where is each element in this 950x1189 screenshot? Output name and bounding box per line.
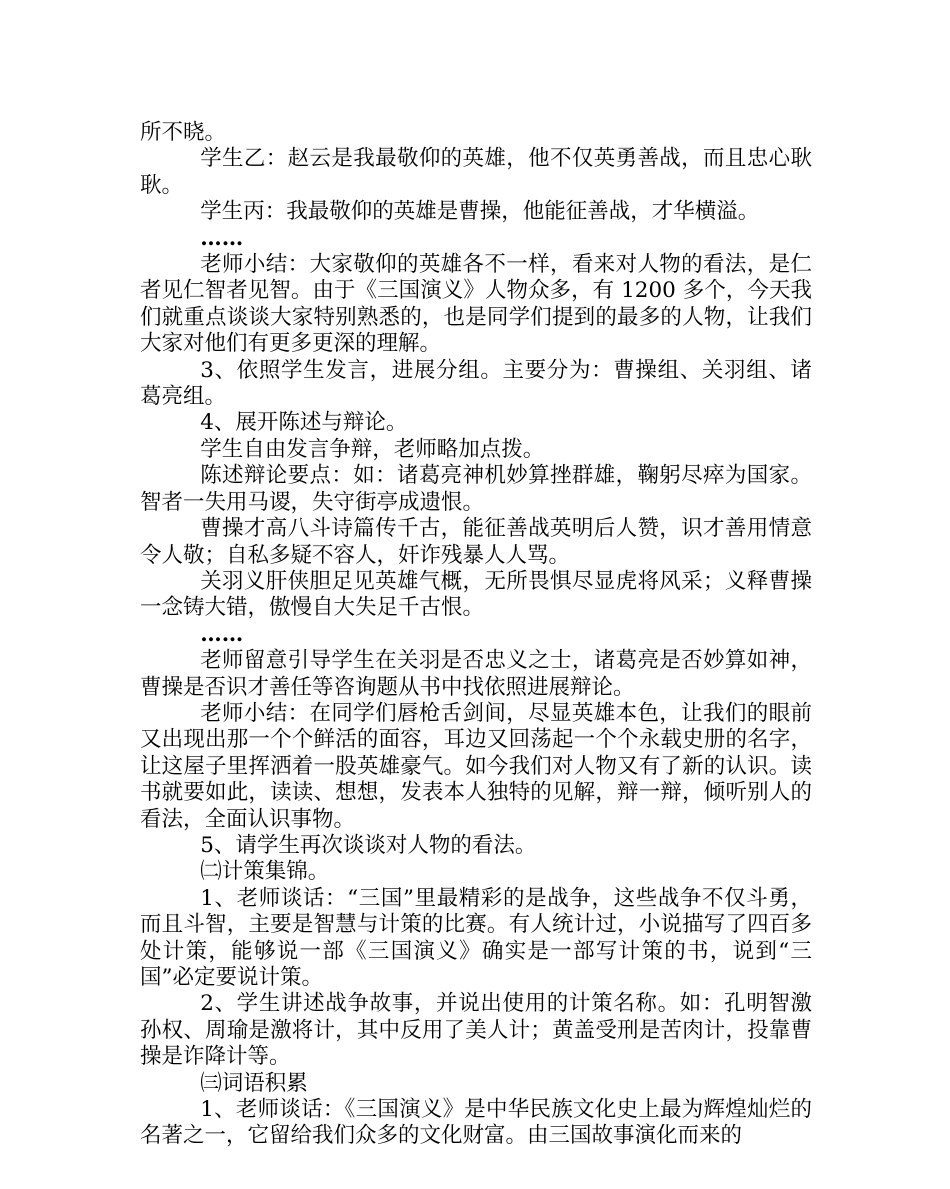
paragraph-ellipsis: ……	[200, 225, 244, 251]
paragraph-cao-cao: 曹操才高八斗诗篇传千古，能征善战英明后人赞，识才善用情意令人敬；自私多疑不容人，奸诈残暴人人骂。	[140, 516, 812, 568]
paragraph-step-4: 4、展开陈述与辩论。	[200, 410, 408, 436]
paragraph-free-debate: 学生自由发言争辩，老师略加点拨。	[200, 436, 545, 462]
paragraph-step-3: 3、依照学生发言，进展分组。主要分为：曹操组、关羽组、诸葛亮组。	[140, 357, 812, 410]
paragraph-strategies-2: 2、学生讲述战争故事，并说出使用的计策名称。如：孔明智激孙权、周瑜是激将计，其中反用了美人计；黄盖受刑是苦肉计，投靠曹操是诈降计等。	[140, 991, 812, 1070]
paragraph-student-bing: 学生丙：我最敬仰的英雄是曹操，他能征善战，才华横溢。	[200, 199, 760, 225]
paragraph-vocabulary-1: 1、老师谈话：《三国演义》是中华民族文化史上最为辉煌灿烂的名著之一，它留给我们众多的文化财富。由三国故事演化而来的	[140, 1097, 812, 1149]
paragraph-debate-points: 陈述辩论要点：如：诸葛亮神机妙算挫群雄，鞠躬尽瘁为国家。智者一失用马谡，失守街亭成遗恨。	[140, 463, 812, 515]
paragraph-guan-yu: 关羽义肝侠胆足见英雄气概，无所畏惧尽显虎将风采；义释曹操一念铸大错，傲慢自大失足千古恨。	[140, 568, 812, 621]
section-heading-strategies: ㈡计策集锦。	[200, 859, 330, 885]
section-heading-vocabulary: ㈢词语积累	[200, 1070, 308, 1096]
paragraph-teacher-guidance: 老师留意引导学生在关羽是否忠义之士，诸葛亮是否妙算如神，曹操是否识才善任等咨询题从书中找依照进展辩论。	[140, 648, 812, 700]
paragraph-ellipsis: ……	[200, 621, 244, 647]
paragraph-continuation: 所不晓。	[140, 120, 227, 145]
paragraph-teacher-summary-2: 老师小结：在同学们唇枪舌剑间，尽显英雄本色，让我们的眼前又出现出那一个个鲜活的面容，耳边又回荡起一个个永载史册的名字，让这屋子里挥洒着一股英雄豪气。如今我们对人物又有了新的认识。读书就要如此，读读、想想，发表本人独特的见解，辩一辩，倾听别人的看法，全面认识事物。	[140, 700, 812, 832]
paragraph-student-yi: 学生乙：赵云是我最敬仰的英雄，他不仅英勇善战，而且忠心耿耿。	[140, 146, 812, 198]
paragraph-step-5: 5、请学生再次谈谈对人物的看法。	[200, 832, 537, 858]
paragraph-strategies-1: 1、老师谈话：“三国”里最精彩的是战争，这些战争不仅斗勇，而且斗智，主要是智慧与计策的比赛。有人统计过，小说描写了四百多处计策，能够说一部《三国演义》确实是一部写计策的书，说到“三国”必定要说计策。	[140, 885, 812, 990]
paragraph-teacher-summary: 老师小结：大家敬仰的英雄各不一样，看来对人物的看法，是仁者见仁智者见智。由于《三国演义》人物众多，有 1200 多个，今天我们就重点谈谈大家特别熟悉的，也是同学们提到的最多的人物，让我们大家对他们有更多更深的理解。	[140, 252, 812, 357]
document-page	[140, 120, 812, 1150]
